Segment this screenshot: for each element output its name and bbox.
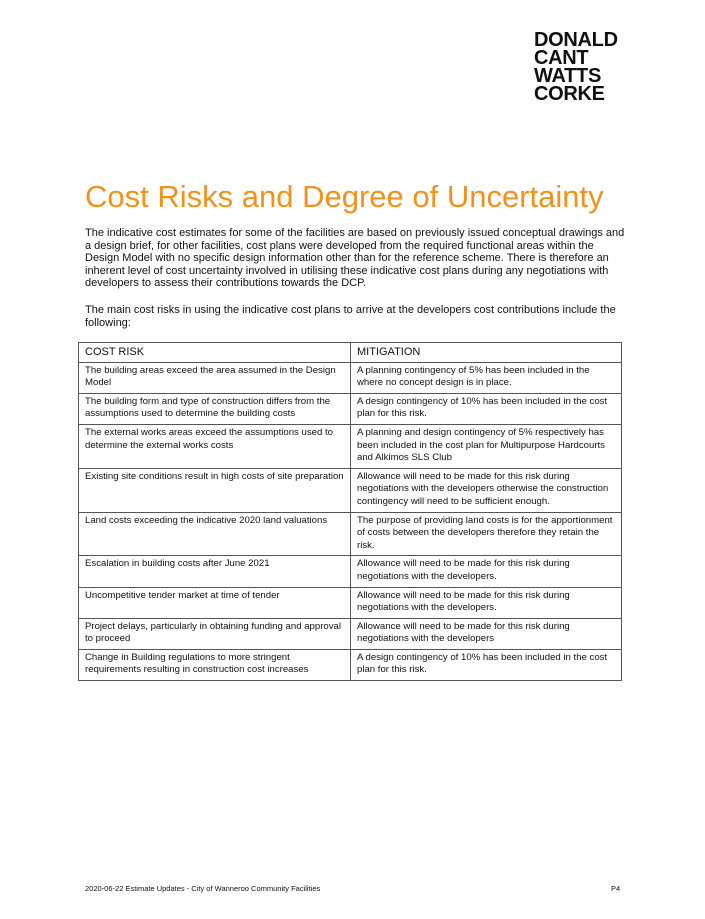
risk-cell: Existing site conditions result in high costs of site preparation <box>79 468 351 512</box>
table-header-row <box>79 343 622 363</box>
risk-cell: Uncompetitive tender market at time of tender <box>79 587 351 618</box>
table-row <box>79 362 622 393</box>
mitigation-cell: Allowance will need to be made for this risk during negotiations with the developers <box>351 618 622 649</box>
page-title: Cost Risks and Degree of Uncertainty <box>85 179 604 214</box>
risk-cell: Land costs exceeding the indicative 2020 land valuations <box>79 512 351 556</box>
logo-line: WATTS <box>534 65 602 87</box>
risk-cell: Change in Building regulations to more stringent requirements resulting in construction cost increases <box>79 649 351 680</box>
cost-risk-table <box>78 342 622 681</box>
mitigation-cell: Allowance will need to be made for this risk during negotiations with the developers otherwise the construction contingency will need to be sufficient enough. <box>351 468 622 512</box>
risk-cell: The building areas exceed the area assumed in the Design Model <box>79 362 351 393</box>
table-row <box>79 618 622 649</box>
column-header-mitigation: MITIGATION <box>351 343 622 363</box>
mitigation-cell: A planning and design contingency of 5% respectively has been included in the cost plan for Multipurpose Hardcourts and Alkimos SLS Club <box>351 424 622 468</box>
logo-line: CANT <box>534 47 589 69</box>
table-row <box>79 649 622 680</box>
risks-intro-paragraph: The main cost risks in using the indicative cost plans to arrive at the developers cost contributions include the following: <box>85 304 616 329</box>
table-row <box>79 468 622 512</box>
risk-cell: Escalation in building costs after June 2021 <box>79 556 351 587</box>
table-row <box>79 393 622 424</box>
risk-cell: The external works areas exceed the assumptions used to determine the external works costs <box>79 424 351 468</box>
mitigation-cell: Allowance will need to be made for this risk during negotiations with the developers. <box>351 556 622 587</box>
footer-page-number: P4 <box>611 884 621 893</box>
mitigation-cell: A design contingency of 10% has been included in the cost plan for this risk. <box>351 393 622 424</box>
company-logo <box>534 31 618 103</box>
mitigation-cell: The purpose of providing land costs is for the apportionment of costs between the developers therefore they retain the risk. <box>351 512 622 556</box>
logo-line: DONALD <box>534 29 618 51</box>
risk-cell: Project delays, particularly in obtaining funding and approval to proceed <box>79 618 351 649</box>
footer-document-title: 2020-06-22 Estimate Updates - City of Wanneroo Community Facilities <box>85 884 321 893</box>
logo-line: CORKE <box>534 83 605 105</box>
mitigation-cell: A planning contingency of 5% has been included in the where no concept design is in place. <box>351 362 622 393</box>
intro-paragraph: The indicative cost estimates for some of the facilities are based on previously issued conceptual drawings and a design brief, for other facilities, cost plans were developed from the required functional areas within the Design Model with no specific design information other than for the reference scheme. There is therefore an inherent level of cost uncertainty involved in utilising these indicative cost plans during any negotiations with developers to assess their contributions towards the DCP. <box>85 227 625 290</box>
risk-cell: The building form and type of construction differs from the assumptions used to determine the building costs <box>79 393 351 424</box>
table-row <box>79 512 622 556</box>
table-row <box>79 424 622 468</box>
table-row <box>79 587 622 618</box>
table-row <box>79 556 622 587</box>
mitigation-cell: Allowance will need to be made for this risk during negotiations with the developers. <box>351 587 622 618</box>
column-header-cost-risk: COST RISK <box>79 343 351 363</box>
mitigation-cell: A design contingency of 10% has been included in the cost plan for this risk. <box>351 649 622 680</box>
